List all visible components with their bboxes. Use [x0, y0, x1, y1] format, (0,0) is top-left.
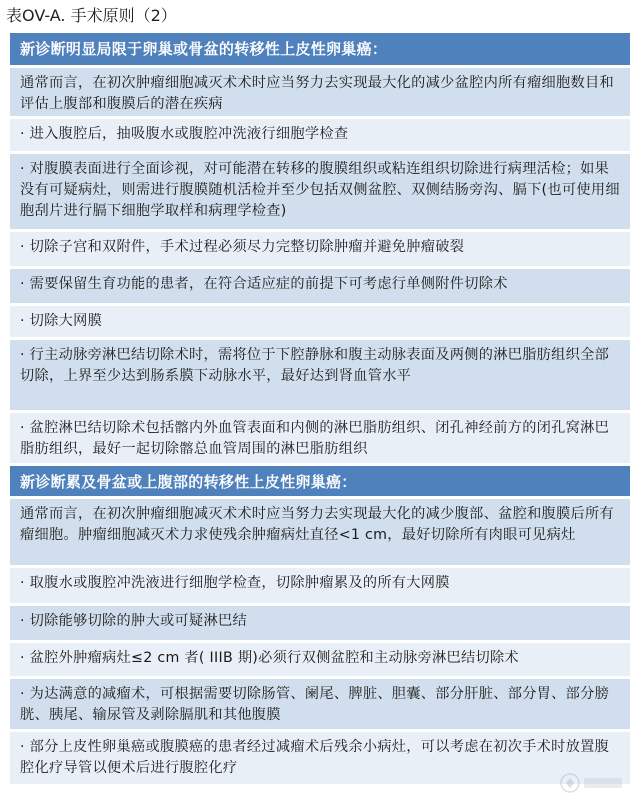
table-row: · 切除子宫和双附件，手术过程必须尽力完整切除肿瘤并避免肿瘤破裂 [10, 232, 630, 269]
section-header-advanced: 新诊断累及骨盆或上腹部的转移性上皮性卵巢癌： [10, 466, 630, 499]
surgical-principles-table [10, 33, 630, 787]
section-header-localized: 新诊断明显局限于卵巢或骨盆的转移性上皮性卵巢癌： [10, 33, 630, 68]
table-row: 通常而言，在初次肿瘤细胞减灭术术时应当努力去实现最大化的减少腹部、盆腔和腹膜后所有瘤细胞。肿瘤细胞减灭术力求使残余肿瘤病灶直径<1 cm，最好切除所有肉眼可见病灶 [10, 499, 630, 568]
table-row: · 需要保留生育功能的患者，在符合适应症的前提下可考虑行单侧附件切除术 [10, 269, 630, 306]
table-row: · 进入腹腔后，抽吸腹水或腹腔冲洗液行细胞学检查 [10, 119, 630, 154]
table-row: · 部分上皮性卵巢癌或腹膜癌的患者经过减瘤术后残余小病灶，可以考虑在初次手术时放置腹腔化疗导管以便术后进行腹腔化疗 [10, 732, 630, 787]
table-row: 通常而言，在初次肿瘤细胞减灭术术时应当努力去实现最大化的减少盆腔内所有瘤细胞数目和评估上腹部和腹膜后的潜在疾病 [10, 68, 630, 119]
table-row: · 为达满意的减瘤术，可根据需要切除肠管、阑尾、脾脏、胆囊、部分肝脏、部分胃、部分膀胱、胰尾、输尿管及剥除膈肌和其他腹膜 [10, 679, 630, 732]
table-row: · 盆腔淋巴结切除术包括髂内外血管表面和内侧的淋巴脂肪组织、闭孔神经前方的闭孔窝淋巴脂肪组织，最好一起切除髂总血管周围的淋巴脂肪组织 [10, 413, 630, 466]
table-row: · 切除大网膜 [10, 306, 630, 340]
watermark-logo [558, 768, 628, 798]
page-title: 表OV-A. 手术原则（2） [6, 6, 177, 25]
table-row: · 切除能够切除的肿大或可疑淋巴结 [10, 606, 630, 643]
table-row: · 取腹水或腹腔冲洗液进行细胞学检查，切除肿瘤累及的所有大网膜 [10, 568, 630, 606]
table-row: · 行主动脉旁淋巴结切除术时，需将位于下腔静脉和腹主动脉表面及两侧的淋巴脂肪组织全部切除，上界至少达到肠系膜下动脉水平，最好达到肾血管水平 [10, 340, 630, 413]
table-row: · 对腹膜表面进行全面诊视，对可能潜在转移的腹膜组织或粘连组织切除进行病理活检；如果没有可疑病灶，则需进行腹膜随机活检并至少包括双侧盆腔、双侧结肠旁沟、膈下(也可使用细胞刮片进行膈下细胞学取样和病理学检查) [10, 154, 630, 232]
table-row: · 盆腔外肿瘤病灶≤2 cm 者( IIIB 期)必须行双侧盆腔和主动脉旁淋巴结切除术 [10, 643, 630, 679]
